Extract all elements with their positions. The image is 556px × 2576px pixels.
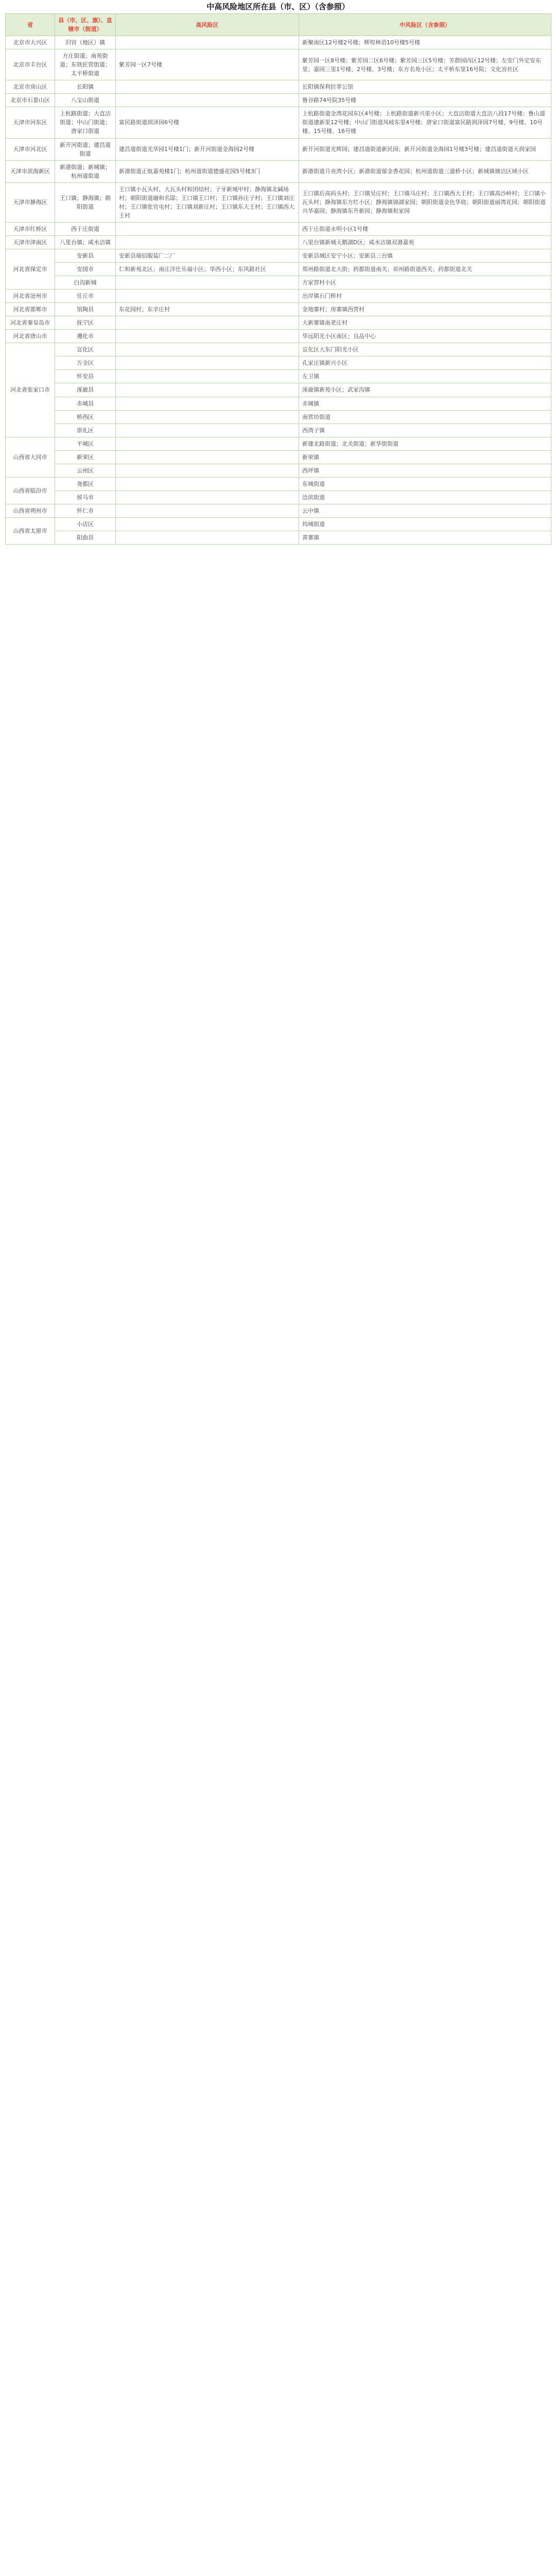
table-row bbox=[6, 94, 551, 107]
cell-high bbox=[116, 36, 299, 49]
cell-high bbox=[116, 370, 299, 383]
table-row bbox=[6, 107, 551, 138]
cell-mid: 安新县城区安宁小区；安新县三台镇 bbox=[299, 249, 551, 262]
cell-city: 天津市红桥区 bbox=[6, 222, 55, 235]
cell-city: 天津市静海区 bbox=[6, 182, 55, 222]
cell-mid: 云中镇 bbox=[299, 504, 551, 517]
cell-mid: 金地寨村；房寨镇西营村 bbox=[299, 303, 551, 316]
cell-city: 北京市石景山区 bbox=[6, 94, 55, 107]
cell-county: 白沟新城 bbox=[55, 276, 116, 290]
cell-high bbox=[116, 290, 299, 303]
cell-county: 新港街道；新城镇；杭州道街道 bbox=[55, 160, 116, 182]
cell-high: 富民路街道润泽园6号楼 bbox=[116, 107, 299, 138]
page bbox=[0, 0, 556, 545]
cell-county: 新开河街道；建昌道街道 bbox=[55, 138, 116, 160]
cell-high bbox=[116, 80, 299, 94]
cell-high bbox=[116, 397, 299, 410]
cell-mid: 新建北路街道；北关街道；新华街街道 bbox=[299, 437, 551, 450]
table-header-row bbox=[6, 14, 551, 36]
cell-city: 北京市丰台区 bbox=[6, 49, 55, 80]
cell-county: 尧都区 bbox=[55, 477, 116, 490]
cell-county: 桥西区 bbox=[55, 410, 116, 423]
table-row bbox=[6, 160, 551, 182]
table-row bbox=[6, 182, 551, 222]
cell-city: 北京市大兴区 bbox=[6, 36, 55, 49]
cell-mid: 赤城镇 bbox=[299, 397, 551, 410]
cell-city: 天津市河东区 bbox=[6, 107, 55, 138]
table-row bbox=[6, 222, 551, 235]
cell-mid: 新荣镇 bbox=[299, 450, 551, 464]
cell-city: 河北省保定市 bbox=[6, 249, 55, 289]
cell-city: 山西省大同市 bbox=[6, 437, 55, 477]
cell-mid: 宣化区大东门阳光小区 bbox=[299, 343, 551, 357]
cell-mid: 东城街道 bbox=[299, 477, 551, 490]
cell-high bbox=[116, 504, 299, 517]
cell-county: 馆陶县 bbox=[55, 303, 116, 316]
cell-mid: 华远阳光小区南区；良品中心 bbox=[299, 330, 551, 343]
header-high: 高风险区 bbox=[116, 14, 299, 36]
risk-area-table bbox=[5, 13, 551, 545]
cell-city: 河北省秦皇岛市 bbox=[6, 316, 55, 330]
cell-high bbox=[116, 450, 299, 464]
cell-high bbox=[116, 437, 299, 450]
cell-mid: 八里台镇新城天鹅湖D区；咸水沽镇双港嘉苑 bbox=[299, 235, 551, 249]
cell-mid: 新港街道月亮湾小区；新港街道郁金香花园；杭州道街道三道桥小区；新城镇塘沽区域小区 bbox=[299, 160, 551, 182]
cell-high bbox=[116, 94, 299, 107]
header-province: 省 bbox=[6, 14, 55, 36]
cell-high: 王口镇小瓦头村、大瓦头村和团结村；子牙新城甲村；静海镇北碱场村；朝阳街道融和名邸；王口镇王口村；王口镇孙庄子村；王口镇刘庄村；王口镇张官屯村；王口镇刘新庄村；王口镇东大王村；王口镇西大王村 bbox=[116, 182, 299, 222]
header-county: 县（市、区、旗）、直辖市（街道） bbox=[55, 14, 116, 36]
cell-city: 山西省朔州市 bbox=[6, 504, 55, 517]
cell-high bbox=[116, 343, 299, 357]
cell-county: 崇礼区 bbox=[55, 423, 116, 437]
cell-county: 八里台镇；咸水沽镇 bbox=[55, 235, 116, 249]
cell-county: 王口镇；静海镇；朝阳街道 bbox=[55, 182, 116, 222]
table-row bbox=[6, 464, 551, 477]
cell-county: 上杭路街道；大直沽街道；中山门街道；唐家口街道 bbox=[55, 107, 116, 138]
cell-county: 阳曲县 bbox=[55, 531, 116, 544]
cell-mid: 黄寨镇 bbox=[299, 531, 551, 544]
table-row bbox=[6, 316, 551, 330]
cell-high: 仁和新苑北区；南庄洋仕乐福小区；华西小区；东风路社区 bbox=[116, 263, 299, 276]
cell-mid: 上杭路街道金湾花园东区4号楼；上杭路街道新兴里小区；大直沽街道大直沽八段17号楼；鲁山道街道建新里12号楼；中山门街道凤岐东里4号楼；唐家口街道富民路润泽园7号楼、9号楼、10号楼、15号楼、16号楼 bbox=[299, 107, 551, 138]
cell-mid: 浍滨街道 bbox=[299, 490, 551, 504]
cell-county: 云州区 bbox=[55, 464, 116, 477]
cell-city: 天津市滨海新区 bbox=[6, 160, 55, 182]
cell-county: 新荣区 bbox=[55, 450, 116, 464]
table-row bbox=[6, 517, 551, 531]
cell-county: 抚宁区 bbox=[55, 316, 116, 330]
cell-county: 八宝山街道 bbox=[55, 94, 116, 107]
cell-county: 涿鹿县 bbox=[55, 383, 116, 397]
cell-county: 方庄街道；南苑街道；东铁匠营街道；太平桥街道 bbox=[55, 49, 116, 80]
cell-mid: 方家营村小区 bbox=[299, 276, 551, 290]
table-row bbox=[6, 330, 551, 343]
cell-city: 河北省唐山市 bbox=[6, 330, 55, 343]
table-row bbox=[6, 36, 551, 49]
cell-county: 赤城县 bbox=[55, 397, 116, 410]
cell-high bbox=[116, 410, 299, 423]
cell-county: 怀安县 bbox=[55, 370, 116, 383]
cell-mid: 紫芳园一区8号楼；紫芳园二区6号楼；紫芳园三区5号楼；芳群园四区12号楼；左安门外定安东里；嘉园三里1号楼、2号楼、3号楼；东方名苑小区；太平桥东里16号院；文化宫社区 bbox=[299, 49, 551, 80]
cell-county: 任丘市 bbox=[55, 290, 116, 303]
cell-county: 长阳镇 bbox=[55, 80, 116, 94]
table-row bbox=[6, 490, 551, 504]
cell-county: 怀仁市 bbox=[55, 504, 116, 517]
cell-city: 天津市津南区 bbox=[6, 235, 55, 249]
table-row bbox=[6, 80, 551, 94]
cell-mid: 新开河街道光辉园；建昌道街道新民园；新开河街道金海园1号楼3号楼；建昌道街道天润家园 bbox=[299, 138, 551, 160]
cell-high bbox=[116, 316, 299, 330]
cell-high bbox=[116, 235, 299, 249]
cell-high: 紫芳园一区7号楼 bbox=[116, 49, 299, 80]
cell-city: 河北省邯郸市 bbox=[6, 303, 55, 316]
cell-mid: 新聚南区12号楼2号楼；辉煌林语10号楼5号楼 bbox=[299, 36, 551, 49]
cell-high: 建昌道街道光华园1号楼1门；新开河街道金海园2号楼 bbox=[116, 138, 299, 160]
cell-high bbox=[116, 383, 299, 397]
cell-city: 北京市房山区 bbox=[6, 80, 55, 94]
cell-county: 平城区 bbox=[55, 437, 116, 450]
cell-high bbox=[116, 222, 299, 235]
table-row bbox=[6, 249, 551, 262]
cell-mid: 西于庄街道永明小区1号楼 bbox=[299, 222, 551, 235]
table-body bbox=[6, 36, 551, 545]
table-row bbox=[6, 276, 551, 290]
cell-mid: 涿鹿镇新苑小区；武家沟镇 bbox=[299, 383, 551, 397]
table-row bbox=[6, 138, 551, 160]
table-row bbox=[6, 370, 551, 383]
table-row bbox=[6, 49, 551, 80]
cell-high bbox=[116, 490, 299, 504]
table-row bbox=[6, 357, 551, 370]
cell-mid: 长阳镇保利拉菲公馆 bbox=[299, 80, 551, 94]
cell-high: 安新县瑞佰服装厂二厂 bbox=[116, 249, 299, 262]
cell-mid: 鲁谷路74号院35号楼 bbox=[299, 94, 551, 107]
cell-mid: 西坪镇 bbox=[299, 464, 551, 477]
cell-mid: 南营坊街道 bbox=[299, 410, 551, 423]
cell-county: 侯马市 bbox=[55, 490, 116, 504]
cell-mid: 大新寨镇南老庄村 bbox=[299, 316, 551, 330]
table-row bbox=[6, 477, 551, 490]
cell-county: 小店区 bbox=[55, 517, 116, 531]
cell-city: 河北省沧州市 bbox=[6, 290, 55, 303]
table-row bbox=[6, 410, 551, 423]
cell-county: 遵化市 bbox=[55, 330, 116, 343]
table-row bbox=[6, 450, 551, 464]
header-mid: 中风险区（含参照） bbox=[299, 14, 551, 36]
cell-high bbox=[116, 477, 299, 490]
cell-city: 山西省临汾市 bbox=[6, 477, 55, 504]
cell-mid: 左卫镇 bbox=[299, 370, 551, 383]
cell-mid: 郑州路街道北大街；药都街道南关；祁州路街道西关；药都街道北关 bbox=[299, 263, 551, 276]
cell-county: 旧宫（地区）镇 bbox=[55, 36, 116, 49]
cell-high bbox=[116, 330, 299, 343]
table-row bbox=[6, 303, 551, 316]
cell-mid: 坞城街道 bbox=[299, 517, 551, 531]
table-row bbox=[6, 290, 551, 303]
table-row bbox=[6, 263, 551, 276]
cell-high: 新港街道正航嘉苑楼1门；杭州道街道德盛花园5号楼3门 bbox=[116, 160, 299, 182]
table-row bbox=[6, 397, 551, 410]
cell-county: 万全区 bbox=[55, 357, 116, 370]
cell-high: 东花园村；东辛庄村 bbox=[116, 303, 299, 316]
cell-high bbox=[116, 276, 299, 290]
cell-high bbox=[116, 517, 299, 531]
cell-mid: 西湾子镇 bbox=[299, 423, 551, 437]
cell-city: 山西省太原市 bbox=[6, 517, 55, 544]
page-title: 中高风险地区所在县（市、区）（含参照） bbox=[206, 2, 350, 11]
cell-high bbox=[116, 423, 299, 437]
cell-mid: 出岸镇石门桥村 bbox=[299, 290, 551, 303]
table-row bbox=[6, 531, 551, 544]
cell-city: 河北省张家口市 bbox=[6, 343, 55, 437]
cell-high bbox=[116, 464, 299, 477]
table-row bbox=[6, 423, 551, 437]
table-row bbox=[6, 504, 551, 517]
cell-high bbox=[116, 531, 299, 544]
cell-county: 安新县 bbox=[55, 249, 116, 262]
cell-county: 宣化区 bbox=[55, 343, 116, 357]
table-row bbox=[6, 383, 551, 397]
cell-county: 安国市 bbox=[55, 263, 116, 276]
table-row bbox=[6, 343, 551, 357]
cell-county: 西于庄街道 bbox=[55, 222, 116, 235]
cell-city: 天津市河北区 bbox=[6, 138, 55, 160]
cell-mid: 王口镇后高码头村；王口镇吴庄村；王口镇马庄村；王口镇西大王村；王口镇高沙岭村；王口镇小瓦头村；静海镇东方红小区；静海镇锦湖家园；朝阳街道金色华庭；朝阳街道丽湾花园；朝阳街道兴华嘉园；静海镇东升新园；静海镇和家园 bbox=[299, 182, 551, 222]
table-row bbox=[6, 437, 551, 450]
cell-mid: 孔家庄镇新兴小区 bbox=[299, 357, 551, 370]
table-row bbox=[6, 235, 551, 249]
cell-high bbox=[116, 357, 299, 370]
